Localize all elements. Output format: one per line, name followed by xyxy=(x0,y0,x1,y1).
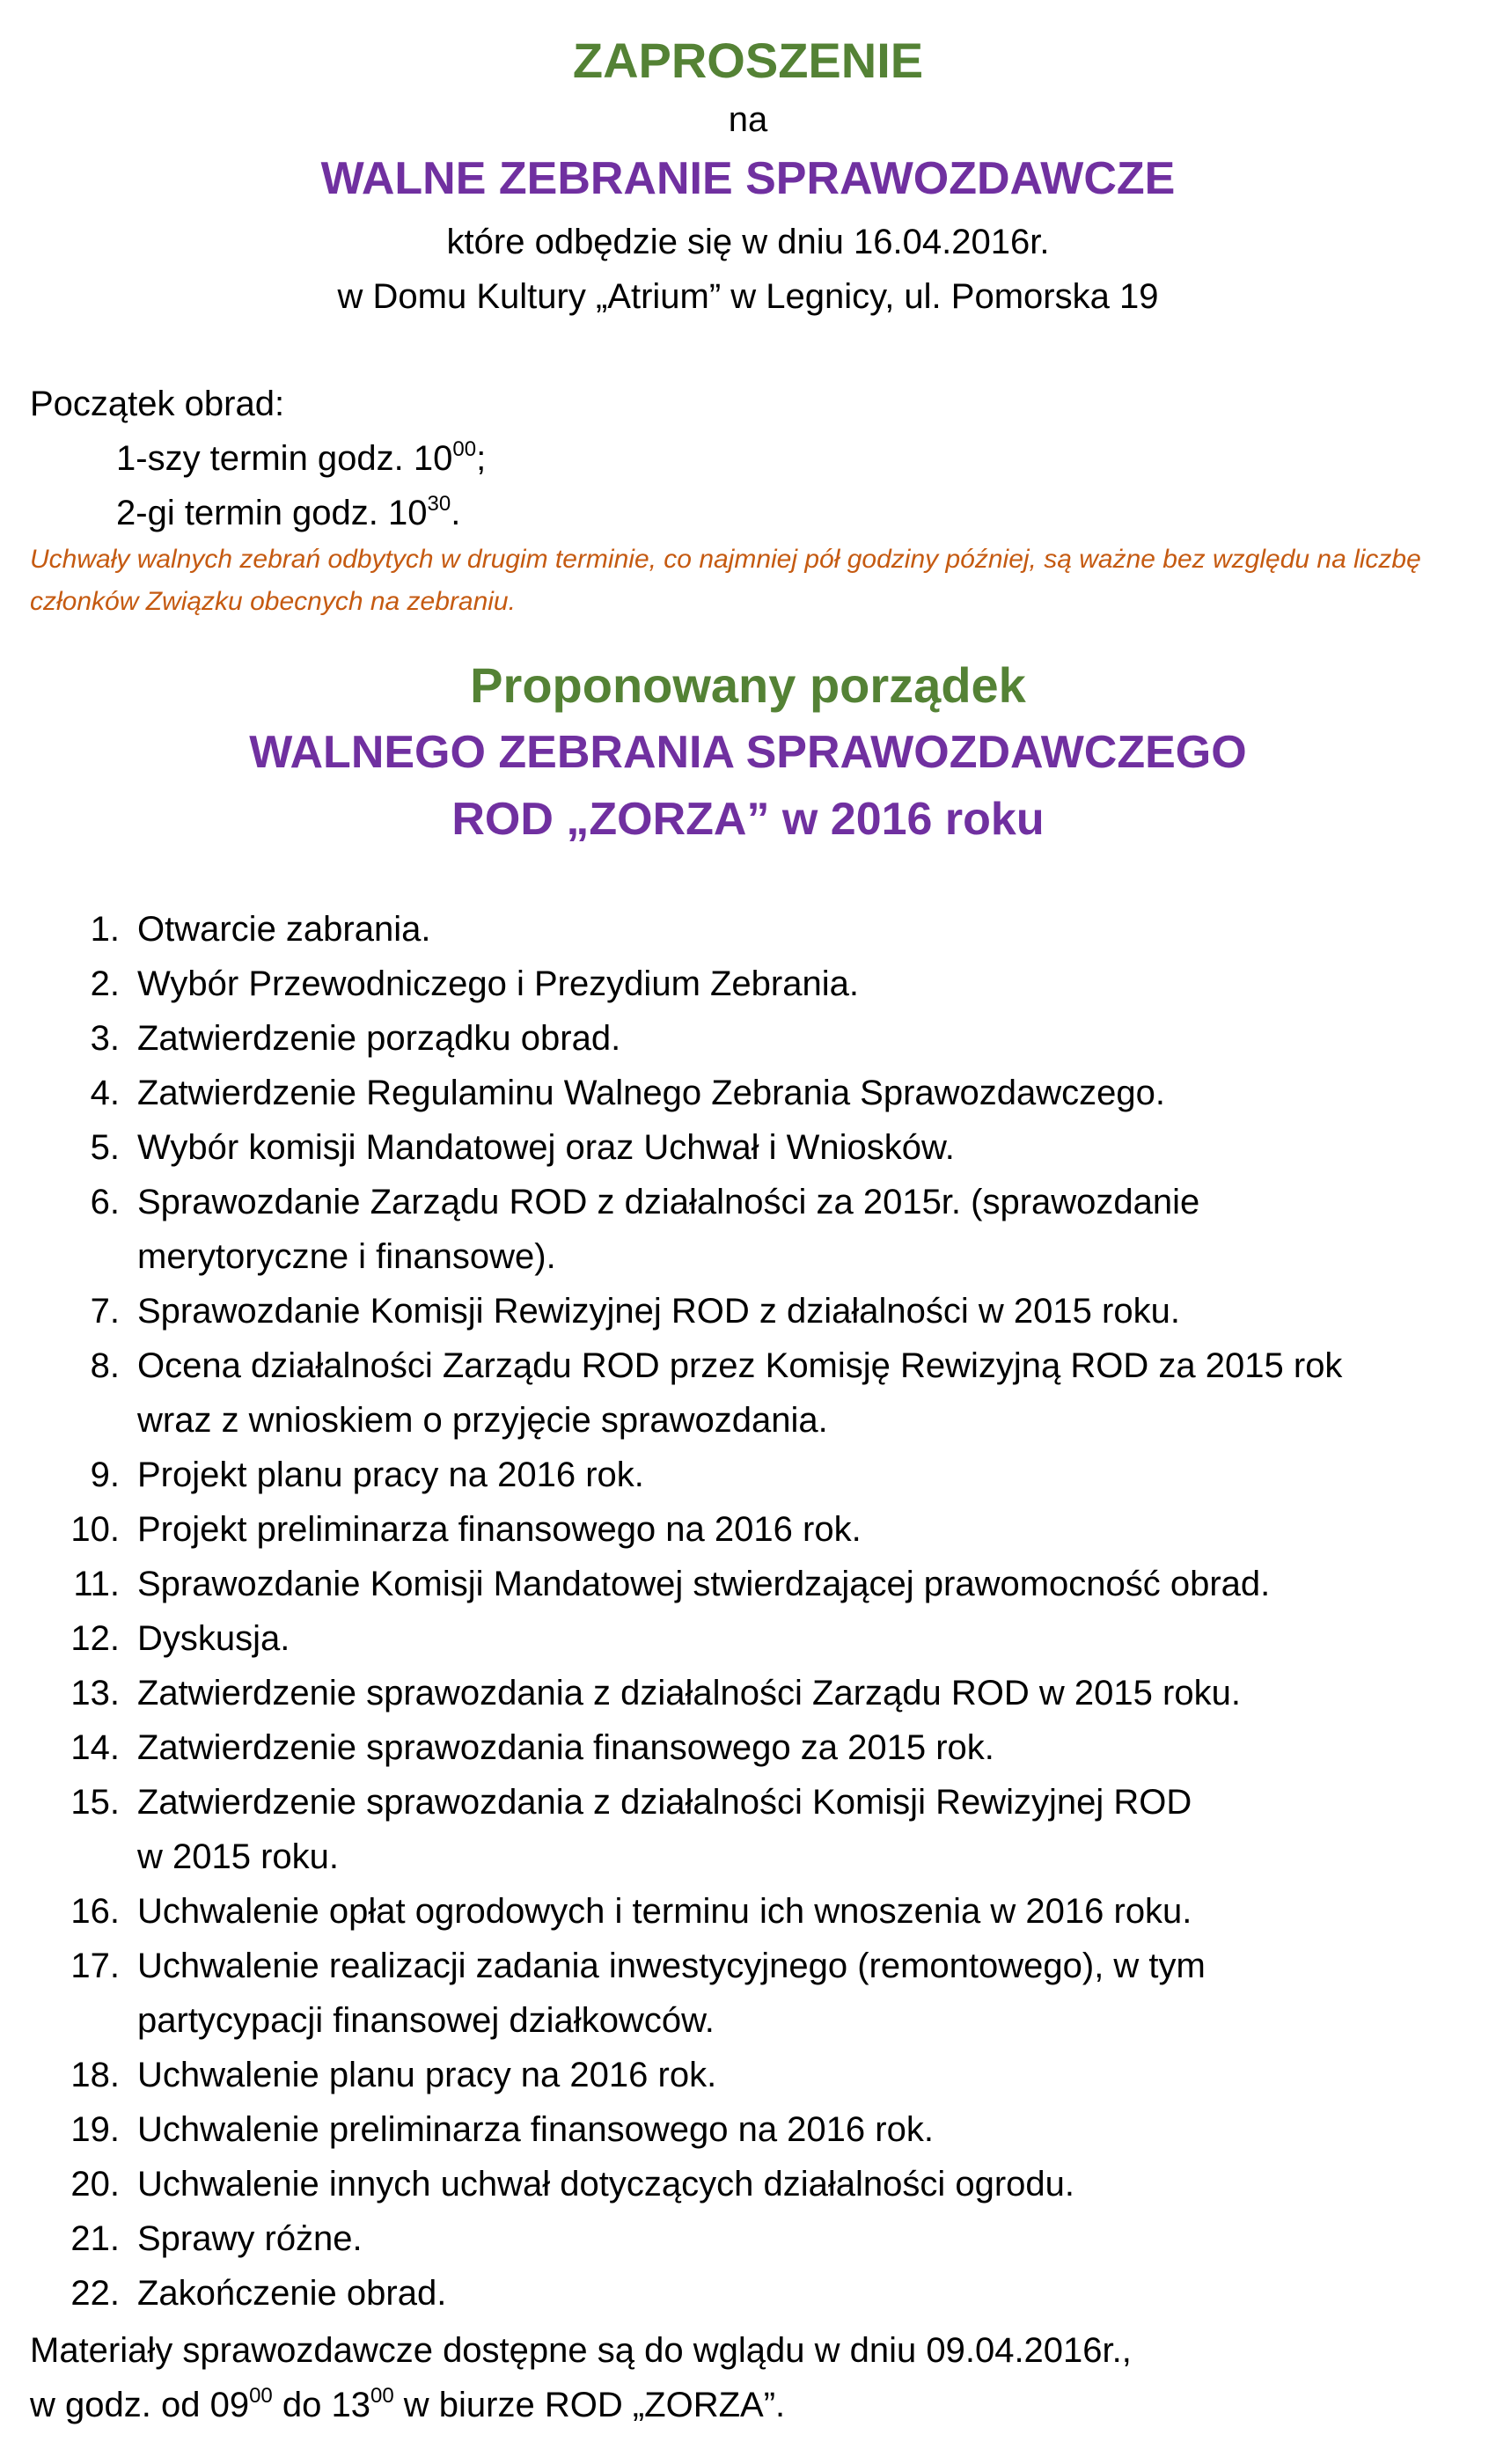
agenda-item-number: 3. xyxy=(90,1019,120,1058)
agenda-item xyxy=(53,1720,1478,1775)
agenda-item-text: Zatwierdzenie sprawozdania finansowego za 2015 rok. xyxy=(137,1728,994,1767)
agenda-item xyxy=(53,1448,1478,1502)
first-term-text: 1-szy termin godz. 10 xyxy=(116,439,453,478)
agenda-item-number: 4. xyxy=(90,1074,120,1112)
footer-to-minutes: 00 xyxy=(370,2384,394,2408)
agenda-title: Proponowany porządek xyxy=(470,657,1026,713)
na-line: na xyxy=(728,100,768,139)
agenda-item-text: Otwarcie zabrania. xyxy=(137,910,431,949)
agenda-item xyxy=(53,1066,1478,1120)
quorum-note: Uchwały walnych zebrań odbytych w drugim terminie, co najmniej pół godziny później, są ważne bez względu na liczbę członków Związku obecnych na zebraniu. xyxy=(30,545,1421,616)
agenda-item-text: Ocena działalności Zarządu ROD przez Komisję Rewizyjną ROD za 2015 rok xyxy=(137,1346,1343,1385)
agenda-item-number: 2. xyxy=(90,964,120,1003)
agenda-item xyxy=(53,2266,1478,2321)
agenda-item xyxy=(53,1284,1478,1338)
agenda-item xyxy=(53,1884,1478,1939)
agenda-item-number: 22. xyxy=(70,2274,120,2313)
agenda-item xyxy=(53,2211,1478,2266)
agenda-item xyxy=(53,902,1478,957)
agenda-item xyxy=(53,1775,1478,1884)
footer-location: w biurze ROD „ZORZA”. xyxy=(393,2386,786,2424)
agenda-item-text: Wybór Przewodniczego i Prezydium Zebrania. xyxy=(137,964,859,1003)
agenda-item-text: Sprawozdanie Komisji Mandatowej stwierdzającej prawomocność obrad. xyxy=(137,1565,1271,1603)
agenda-item-text: Zakończenie obrad. xyxy=(137,2274,447,2313)
agenda-item-text: Zatwierdzenie sprawozdania z działalności Zarządu ROD w 2015 roku. xyxy=(137,1674,1241,1712)
agenda-item-number: 14. xyxy=(70,1728,120,1767)
agenda-item-number: 13. xyxy=(70,1674,120,1712)
footer-from-minutes: 00 xyxy=(249,2384,273,2408)
first-term xyxy=(116,431,486,486)
agenda-list xyxy=(53,902,1478,2321)
agenda-item xyxy=(53,1557,1478,1611)
agenda-item-text: merytoryczne i finansowe). xyxy=(137,1237,556,1276)
agenda-item xyxy=(53,2102,1478,2157)
agenda-item xyxy=(53,1120,1478,1175)
agenda-item-number: 9. xyxy=(90,1456,120,1494)
agenda-item-text: Projekt preliminarza finansowego na 2016 rok. xyxy=(137,1510,862,1549)
agenda-item-number: 21. xyxy=(70,2219,120,2258)
agenda-item-text: Uchwalenie preliminarza finansowego na 2016 rok. xyxy=(137,2110,934,2149)
agenda-item xyxy=(53,1611,1478,1666)
agenda-item-number: 8. xyxy=(90,1346,120,1385)
agenda-item-text: Sprawozdanie Zarządu ROD z działalności za 2015r. (sprawozdanie xyxy=(137,1183,1200,1221)
agenda-item-number: 16. xyxy=(70,1892,120,1931)
agenda-subtitle-2: ROD „ZORZA” w 2016 roku xyxy=(451,794,1045,845)
second-term xyxy=(116,486,460,540)
agenda-item-text: Uchwalenie innych uchwał dotyczących działalności ogrodu. xyxy=(137,2165,1075,2204)
meeting-date: które odbędzie się w dniu 16.04.2016r. xyxy=(446,223,1050,261)
agenda-item-number: 19. xyxy=(70,2110,120,2149)
first-term-minutes: 00 xyxy=(452,437,477,461)
second-term-punct: . xyxy=(451,494,461,532)
agenda-item-text: Uchwalenie realizacji zadania inwestycyjnego (remontowego), w tym xyxy=(137,1947,1206,1985)
agenda-item xyxy=(53,957,1478,1011)
footer-hours-to: do 13 xyxy=(272,2386,370,2424)
footer-hours-from: w godz. od 09 xyxy=(30,2386,250,2424)
agenda-item-number: 17. xyxy=(70,1947,120,1985)
agenda-item xyxy=(53,1011,1478,1066)
meeting-title: WALNE ZEBRANIE SPRAWOZDAWCZE xyxy=(320,153,1176,204)
agenda-item xyxy=(53,1338,1478,1448)
agenda-item-number: 6. xyxy=(90,1183,120,1221)
meeting-place: w Domu Kultury „Atrium” w Legnicy, ul. Pomorska 19 xyxy=(337,277,1159,316)
agenda-item xyxy=(53,1502,1478,1557)
agenda-item xyxy=(53,1666,1478,1720)
agenda-item-text: Zatwierdzenie Regulaminu Walnego Zebrania Sprawozdawczego. xyxy=(137,1074,1166,1112)
agenda-item-text: Uchwalenie opłat ogrodowych i terminu ich wnoszenia w 2016 roku. xyxy=(137,1892,1192,1931)
agenda-item-number: 12. xyxy=(70,1619,120,1658)
second-term-minutes: 30 xyxy=(427,492,451,516)
agenda-item-text: Zatwierdzenie sprawozdania z działalności Komisji Rewizyjnej ROD xyxy=(137,1783,1192,1822)
agenda-item-text: Zatwierdzenie porządku obrad. xyxy=(137,1019,621,1058)
agenda-subtitle-1: WALNEGO ZEBRANIA SPRAWOZDAWCZEGO xyxy=(249,727,1247,778)
agenda-item xyxy=(53,2157,1478,2211)
second-term-text: 2-gi termin godz. 10 xyxy=(116,494,428,532)
agenda-item-number: 5. xyxy=(90,1128,120,1167)
agenda-item-number: 10. xyxy=(70,1510,120,1549)
agenda-item-text: wraz z wnioskiem o przyjęcie sprawozdania. xyxy=(137,1401,828,1440)
agenda-item-number: 18. xyxy=(70,2056,120,2094)
agenda-item-text: Sprawozdanie Komisji Rewizyjnej ROD z działalności w 2015 roku. xyxy=(137,1292,1180,1331)
materials-note-line2 xyxy=(30,2378,1473,2432)
agenda-item-text: w 2015 roku. xyxy=(137,1837,340,1876)
materials-note-line1: Materiały sprawozdawcze dostępne są do wglądu w dniu 09.04.2016r., xyxy=(30,2331,1132,2370)
agenda-item-number: 20. xyxy=(70,2165,120,2204)
first-term-punct: ; xyxy=(476,439,487,478)
agenda-item-text: Dyskusja. xyxy=(137,1619,290,1658)
agenda-item-text: Sprawy różne. xyxy=(137,2219,363,2258)
agenda-item xyxy=(53,2048,1478,2102)
agenda-item-number: 11. xyxy=(73,1565,120,1603)
agenda-item xyxy=(53,1175,1478,1284)
agenda-item-number: 15. xyxy=(70,1783,120,1822)
agenda-item-text: partycypacji finansowej działkowców. xyxy=(137,2001,715,2040)
agenda-item-text: Wybór komisji Mandatowej oraz Uchwał i Wniosków. xyxy=(137,1128,955,1167)
agenda-item xyxy=(53,1939,1478,2048)
agenda-item-text: Uchwalenie planu pracy na 2016 rok. xyxy=(137,2056,717,2094)
agenda-item-number: 7. xyxy=(90,1292,120,1331)
invitation-title: ZAPROSZENIE xyxy=(572,33,924,88)
agenda-item-number: 1. xyxy=(90,910,120,949)
start-label: Początek obrad: xyxy=(30,385,285,423)
agenda-item-text: Projekt planu pracy na 2016 rok. xyxy=(137,1456,644,1494)
